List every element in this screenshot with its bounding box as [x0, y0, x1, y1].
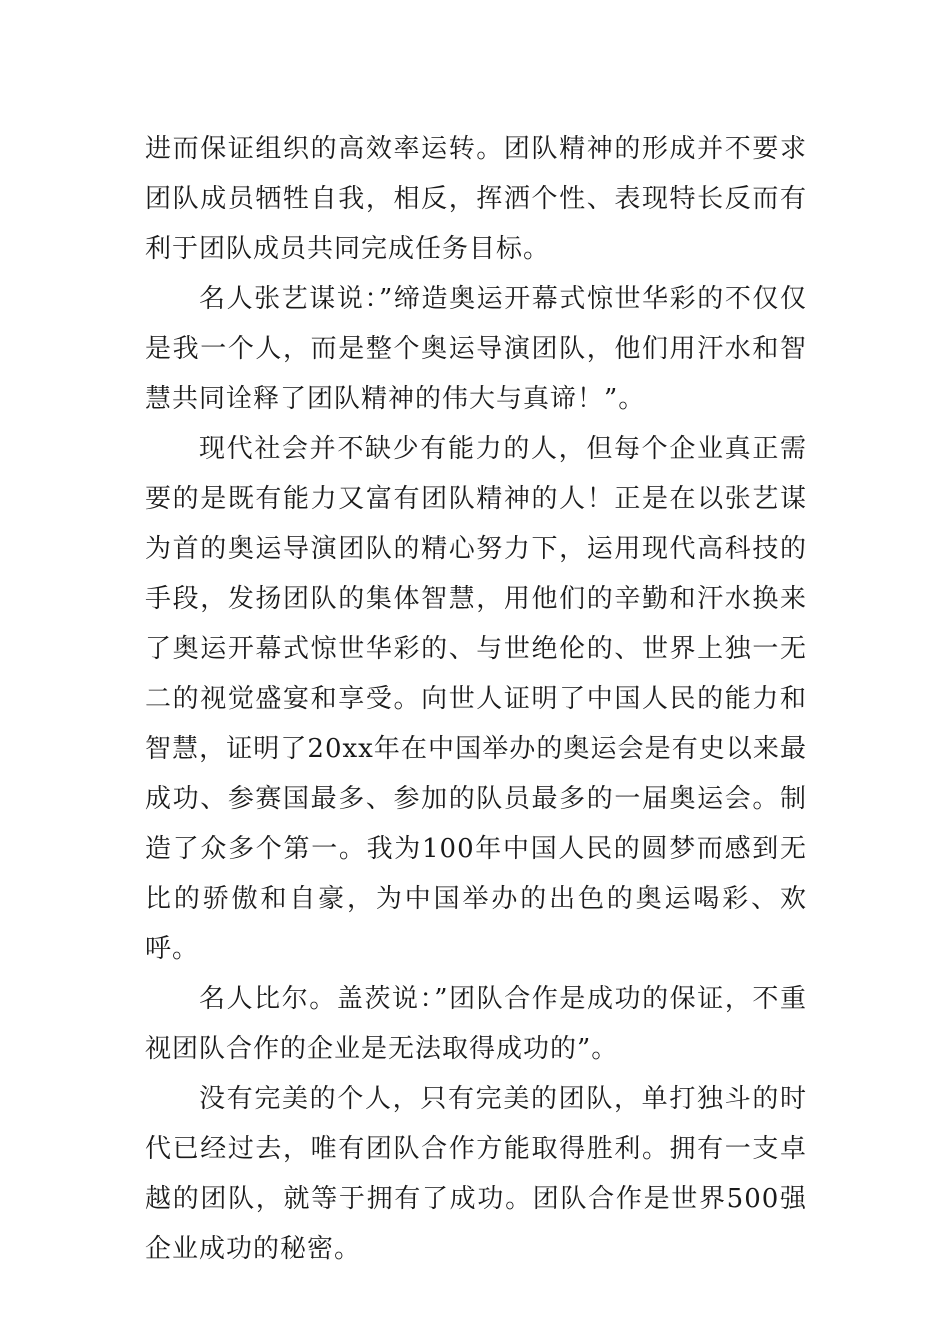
document-body [145, 124, 807, 1274]
paragraph-1: 进而保证组织的高效率运转。团队精神的形成并不要求团队成员牺牲自我，相反，挥洒个性、表现特长反而有利于团队成员共同完成任务目标。 [145, 134, 807, 264]
paragraph-2: 名人张艺谋说：”缔造奥运开幕式惊世华彩的不仅仅是我一个人，而是整个奥运导演团队，他们用汗水和智慧共同诠释了团队精神的伟大与真谛！”。 [145, 284, 807, 414]
paragraph-5: 没有完美的个人，只有完美的团队，单打独斗的时代已经过去，唯有团队合作方能取得胜利。拥有一支卓越的团队，就等于拥有了成功。团队合作是世界500强企业成功的秘密。 [145, 1084, 807, 1264]
paragraph-4: 名人比尔。盖茨说：”团队合作是成功的保证，不重视团队合作的企业是无法取得成功的”。 [145, 984, 807, 1064]
paragraph-3: 现代社会并不缺少有能力的人，但每个企业真正需要的是既有能力又富有团队精神的人！正是在以张艺谋为首的奥运导演团队的精心努力下，运用现代高科技的手段，发扬团队的集体智慧，用他们的辛勤和汗水换来了奥运开幕式惊世华彩的、与世绝伦的、世界上独一无二的视觉盛宴和享受。向世人证明了中国人民的能力和智慧，证明了20xx年在中国举办的奥运会是有史以来最成功、参赛国最多、参加的队员最多的一届奥运会。制造了众多个第一。我为100年中国人民的圆梦而感到无比的骄傲和自豪，为中国举办的出色的奥运喝彩、欢呼。 [145, 434, 807, 964]
